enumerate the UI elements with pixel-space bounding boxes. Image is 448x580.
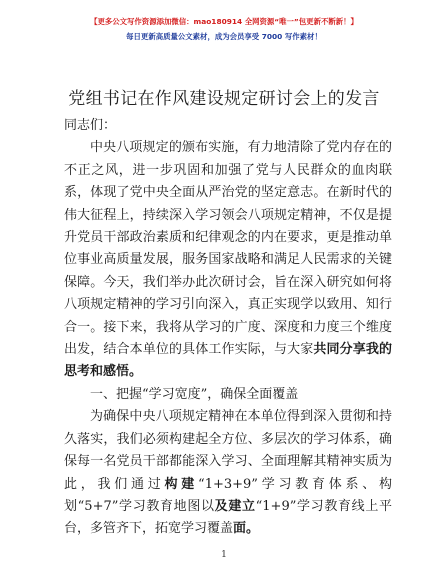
- paragraph-2: [64, 406, 392, 540]
- paragraph-2-text-3: “1+9”学习教育线上平台，多管齐下，拓宽学习覆盖: [64, 498, 392, 537]
- greeting: 同志们：: [64, 118, 117, 133]
- paragraph-1: [64, 137, 392, 383]
- promo-banner: [0, 14, 448, 44]
- page-number: 1: [221, 550, 227, 560]
- paragraph-2-bold-3: 面。: [233, 521, 260, 537]
- paragraph-2-text: 为确保中央八项规定精神在本单位得到深入贯彻和持久落实，我们必须构建起全方位、多层次的学习体系，确保每一名党员干部都能深入学习、全面理解其精神实质为此，我们通过: [64, 409, 392, 492]
- promo-line-2: 每日更新高质量公文素材，成为会员享受 7000 写作素材！: [126, 32, 322, 41]
- document-body: [64, 115, 392, 541]
- paragraph-1-text: 中央八项规定的颁布实施，有力地清除了党内存在的不正之风，进一步巩固和加强了党与人民群众的血肉联系，体现了党中央全面从严治党的坚定意志。在新时代的伟大征程上，持续深入学习领会八项规定精神，不仅是提升党员干部政治素质和纪律观念的内在要求，更是推动单位事业高质量发展，服务国家战略和满足人民需求的关键保障。今天，我们举办此次研讨会，旨在深入研究如何将八项规定精神的学习引向深入，真正实现学以致用、知行合一。接下来，我将从学习的广度、深度和力度三个维度出发，结合本单位的具体工作实际，与大家: [64, 140, 392, 358]
- paragraph-1-tail: 共同分享我的思考和感悟。: [64, 342, 392, 380]
- paragraph-2-bold-1: 构建: [164, 476, 199, 492]
- section-heading-1: 一、把握“学习宽度”，确保全面覆盖: [90, 386, 299, 402]
- paragraph-2-bold-2: 及建立: [214, 498, 256, 514]
- promo-line-1: 【更多公文写作资源添加微信：mao180914 全网资源“唯一”包更新不断新！】: [90, 17, 358, 26]
- paragraph-2-text-2: “1+3+9”学习教育体系、构划“5+7”学习教育地图以: [64, 476, 392, 514]
- document-title: 党组书记在作风建设规定研讨会上的发言: [68, 89, 380, 109]
